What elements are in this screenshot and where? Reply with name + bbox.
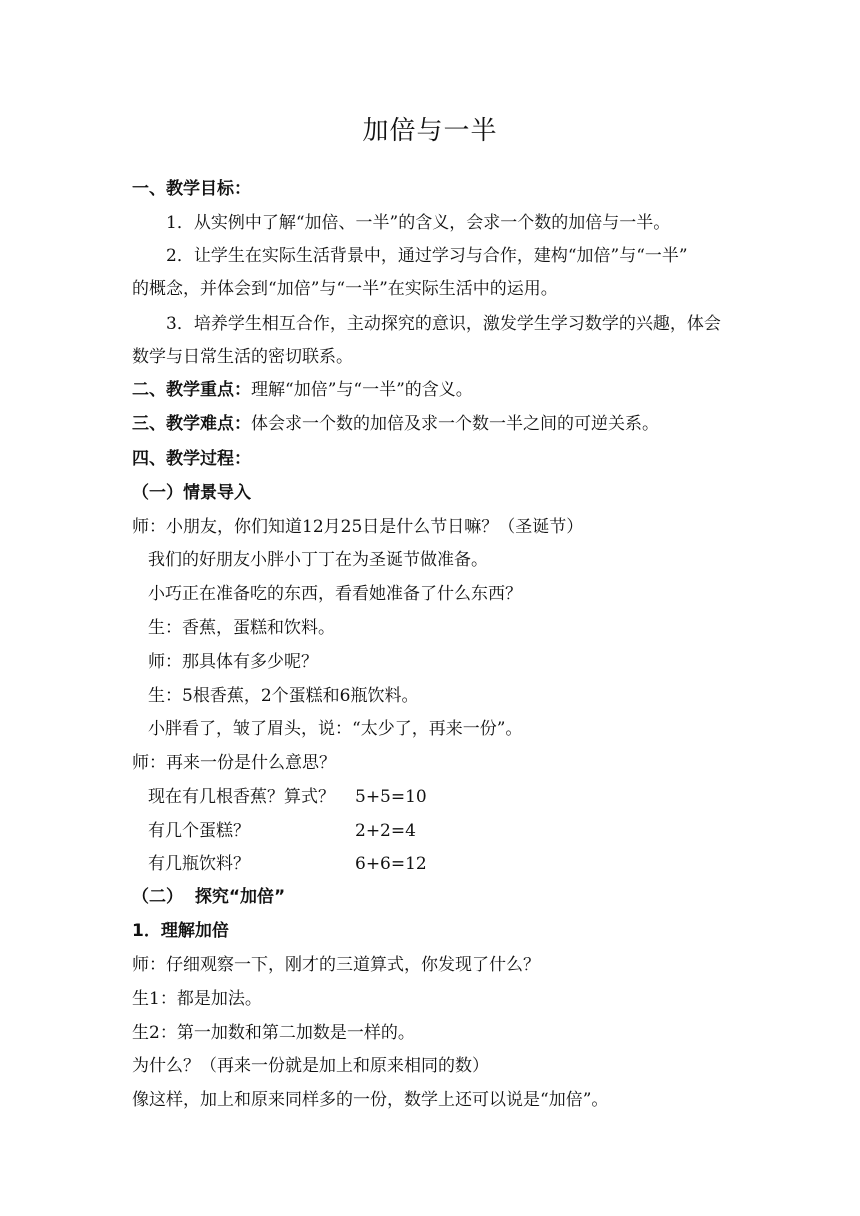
sub-heading-understand-doubling: 1．理解加倍 [132, 921, 229, 941]
question-bananas: 现在有几根香蕉？算式？ [148, 787, 335, 807]
section-key-points [132, 379, 473, 401]
equation-bananas: 5+5=10 [355, 787, 427, 807]
paragraph: 为什么？（再来一份就是加上和原来相同的数） [132, 1056, 489, 1076]
paragraph: 师：再来一份是什么意思？ [132, 753, 336, 773]
subsection-heading-explore: （二） 探究“加倍” [132, 887, 286, 907]
key-points-text: 理解“加倍”与“一半”的含义。 [251, 380, 473, 400]
equation-cakes: 2+2=4 [355, 821, 416, 841]
paragraph: 我们的好朋友小胖小丁丁在为圣诞节做准备。 [148, 550, 488, 570]
paragraph: 小胖看了，皱了眉头，说：“太少了，再来一份”。 [148, 719, 523, 739]
paragraph: 小巧正在准备吃的东西，看看她准备了什么东西？ [148, 584, 522, 604]
paragraph: 生1：都是加法。 [132, 989, 262, 1009]
paragraph: 生2：第一加数和第二加数是一样的。 [132, 1023, 415, 1043]
equation-drinks: 6+6=12 [355, 854, 427, 874]
paragraph: 生：5根香蕉，2个蛋糕和6瓶饮料。 [148, 686, 419, 706]
section-heading-goals: 一、教学目标： [132, 179, 251, 199]
question-cakes: 有几个蛋糕？ [148, 821, 250, 841]
question-drinks: 有几瓶饮料？ [148, 854, 250, 874]
paragraph: 师：那具体有多少呢？ [148, 652, 318, 672]
section-heading-process: 四、教学过程： [132, 449, 251, 469]
section-difficulties [132, 413, 659, 435]
paragraph: 像这样，加上和原来同样多的一份，数学上还可以说是“加倍”。 [132, 1090, 609, 1110]
subsection-heading-intro: （一）情景导入 [132, 483, 251, 503]
section-heading-difficulties: 三、教学难点： [132, 414, 251, 434]
section-heading-key-points: 二、教学重点： [132, 380, 251, 400]
goal-item-3-line-2: 数学与日常生活的密切联系。 [132, 347, 353, 367]
goal-item-3-line-1: 3．培养学生相互合作，主动探究的意识，激发学生学习数学的兴趣，体会 [166, 314, 721, 334]
paragraph: 师：小朋友，你们知道12月25日是什么节日嘛？（圣诞节） [132, 517, 584, 537]
goal-item-2-line-1: 2．让学生在实际生活背景中，通过学习与合作，建构“加倍”与“一半” [166, 246, 688, 266]
paragraph: 师：仔细观察一下，刚才的三道算式，你发现了什么？ [132, 955, 540, 975]
goal-item-1: 1．从实例中了解“加倍、一半”的含义，会求一个数的加倍与一半。 [166, 213, 671, 233]
paragraph: 生：香蕉，蛋糕和饮料。 [148, 618, 335, 638]
goal-item-2-line-2: 的概念，并体会到“加倍”与“一半”在实际生活中的运用。 [132, 279, 558, 299]
difficulties-text: 体会求一个数的加倍及求一个数一半之间的可逆关系。 [251, 414, 659, 434]
page-title: 加倍与一半 [362, 116, 498, 146]
